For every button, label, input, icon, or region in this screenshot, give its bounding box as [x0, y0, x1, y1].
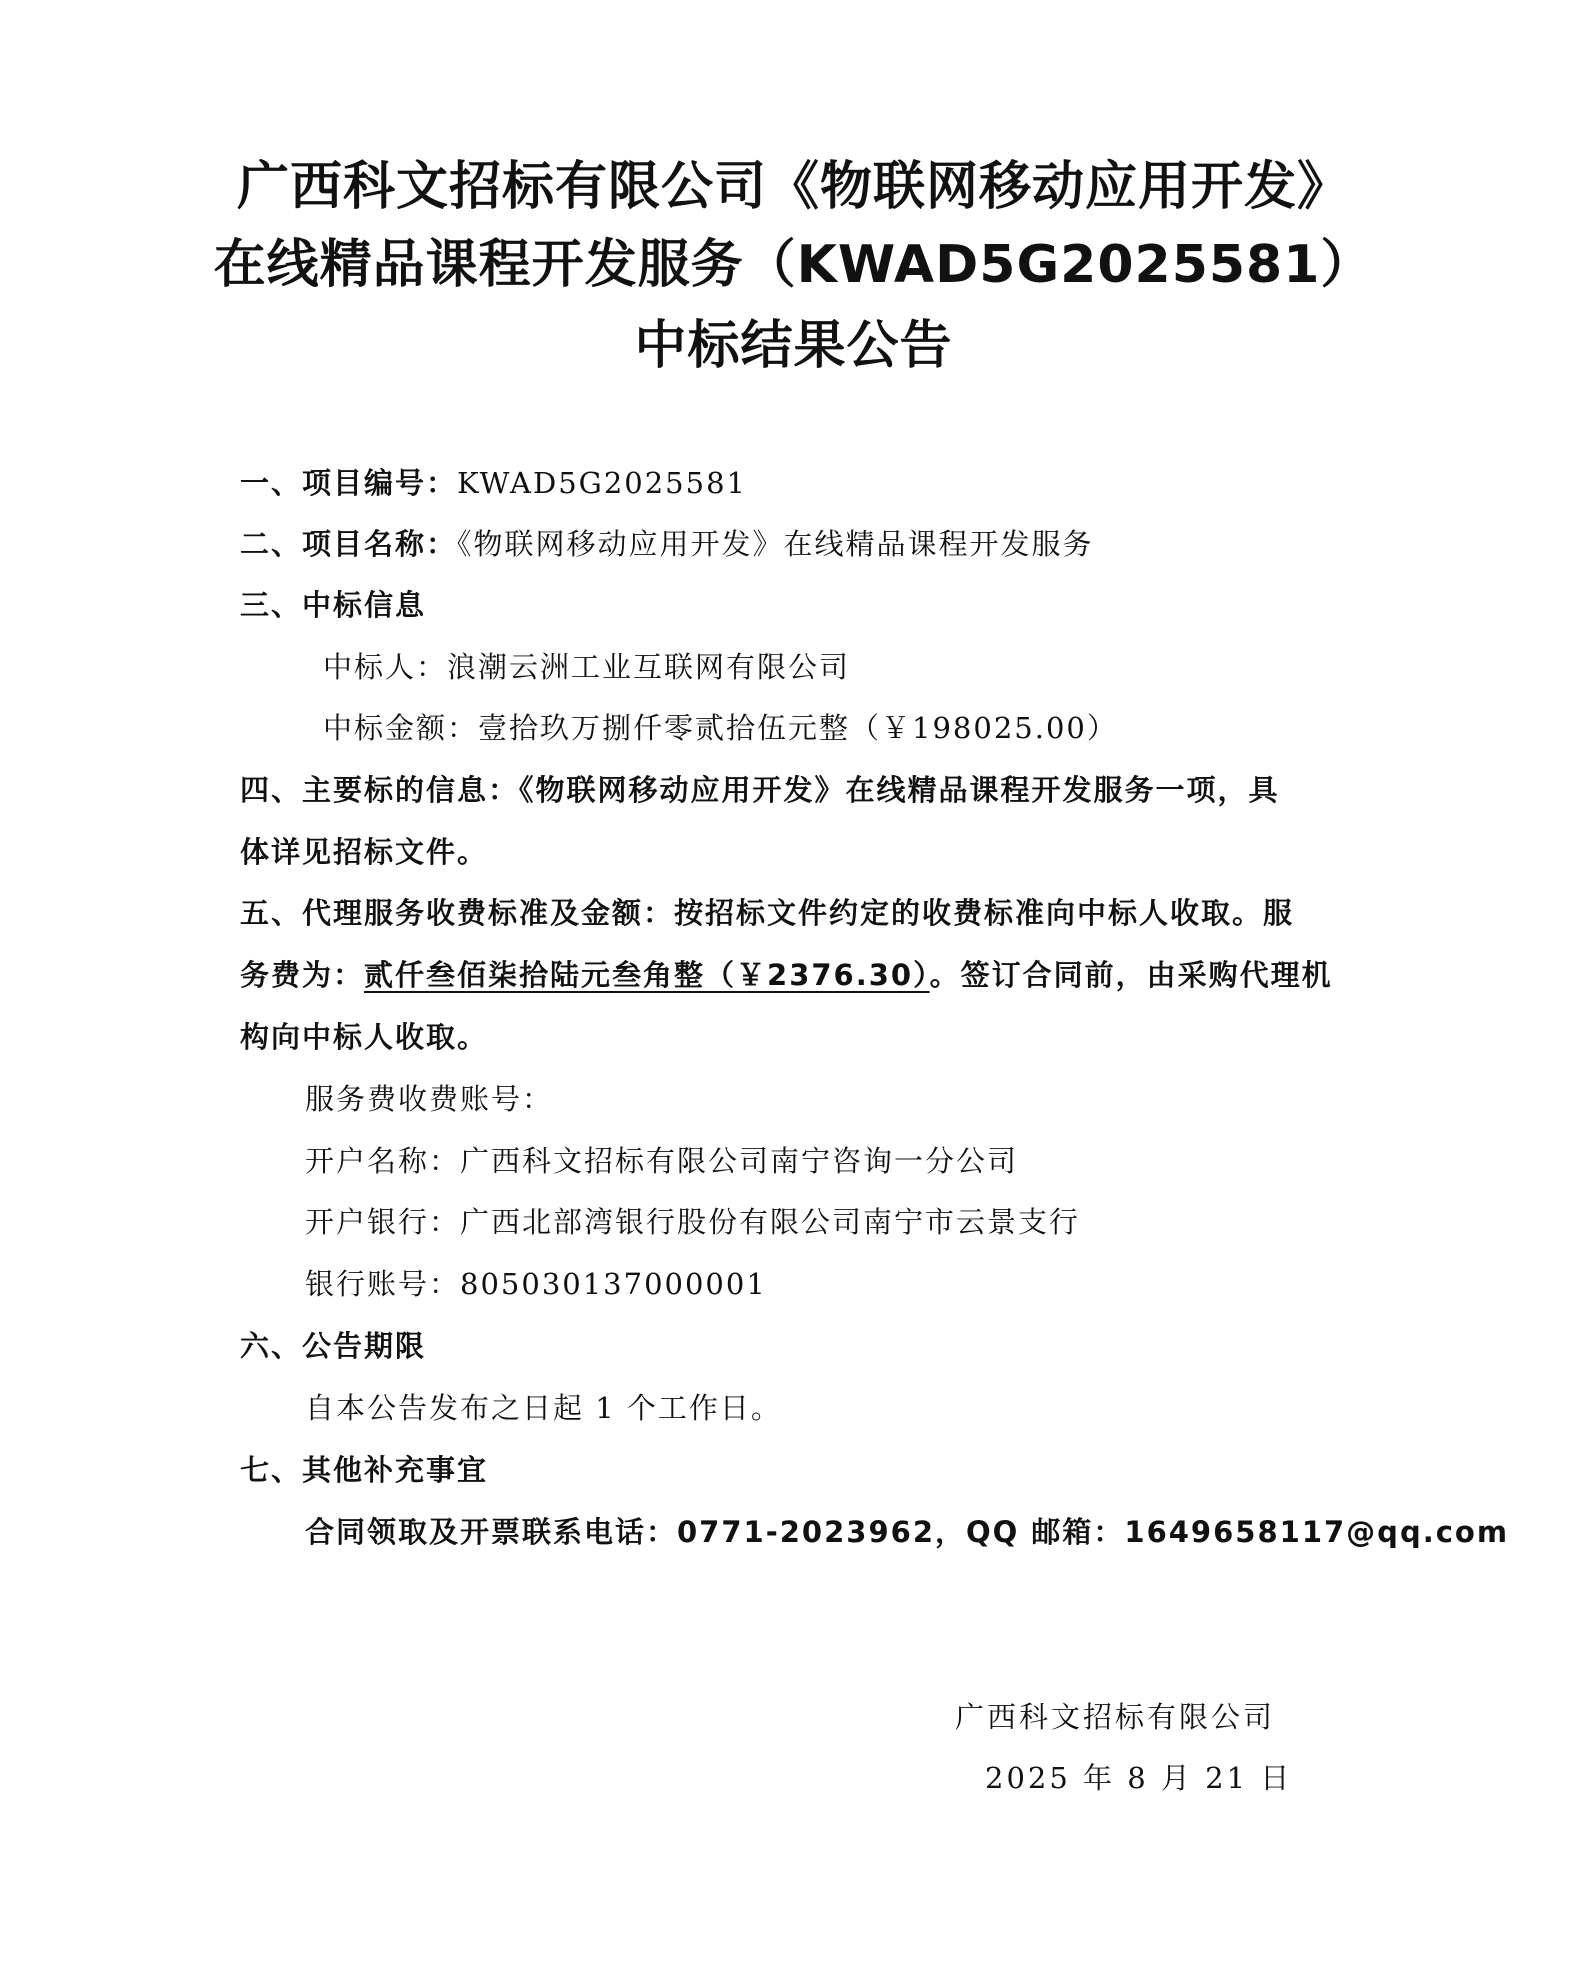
- bank-label: 开户银行：: [305, 1205, 461, 1239]
- section-2-project-name: [240, 524, 1094, 564]
- account-number-value: 805030137000001: [460, 1267, 767, 1301]
- section-4-line-1: 四、主要标的信息：《物联网移动应用开发》在线精品课程开发服务一项，具: [240, 773, 1280, 807]
- announcement-period-text: 自本公告发布之日起 1 个工作日。: [305, 1391, 782, 1425]
- winner-value: 浪潮云洲工业互联网有限公司: [447, 650, 851, 684]
- title-line-2: 在线精品课程开发服务（KWAD5G2025581）: [213, 235, 1374, 295]
- section-7-label: 七、其他补充事宜: [240, 1453, 489, 1487]
- project-number-value: KWAD5G2025581: [457, 466, 747, 500]
- fee-label: 务费为：: [240, 958, 365, 992]
- section-6-label: 六、公告期限: [240, 1329, 427, 1363]
- winning-amount-label: 中标金额：: [323, 711, 479, 745]
- winning-amount-line: [323, 708, 1118, 748]
- section-1-project-number: [240, 463, 747, 503]
- title-line-1: 广西科文招标有限公司《物联网移动应用开发》: [236, 157, 1350, 217]
- account-number-line: [305, 1264, 767, 1304]
- account-name-label: 开户名称：: [305, 1144, 461, 1178]
- contact-info-text: 合同领取及开票联系电话：0771-2023962，QQ 邮箱：1649658117@qq.com: [305, 1515, 1510, 1549]
- section-5-line-1: 五、代理服务收费标准及金额：按招标文件约定的收费标准向中标人收取。服: [240, 896, 1295, 930]
- project-name-value: 《物联网移动应用开发》在线精品课程开发服务: [457, 527, 1094, 561]
- section-5-line-3: 构向中标人收取。: [240, 1020, 489, 1054]
- fee-amount-underlined: 贰仟叁佰柒拾陆元叁角整（￥2376.30）: [364, 958, 930, 992]
- signature-company: 广西科文招标有限公司: [955, 1700, 1276, 1734]
- account-title: 服务费收费账号：: [305, 1082, 554, 1116]
- section-3-heading: [240, 585, 426, 625]
- section-5-line-2: [240, 955, 1333, 995]
- winner-line: [323, 647, 850, 687]
- winner-label: 中标人：: [323, 650, 448, 684]
- account-name-value: 广西科文招标有限公司南宁咨询一分公司: [460, 1144, 1019, 1178]
- account-name-line: [305, 1141, 1018, 1181]
- section-1-label: 一、项目编号：: [240, 466, 458, 500]
- account-number-label: 银行账号：: [305, 1267, 461, 1301]
- bank-line: [305, 1202, 1080, 1242]
- section-4-line-2: 体详见招标文件。: [240, 835, 489, 869]
- section-2-label: 二、项目名称：: [240, 527, 458, 561]
- title-line-3: 中标结果公告: [634, 316, 953, 376]
- bank-value: 广西北部湾银行股份有限公司南宁市云景支行: [460, 1205, 1081, 1239]
- fee-line-tail: 。签订合同前，由采购代理机: [929, 958, 1333, 992]
- winning-amount-value: 壹拾玖万捌仟零贰拾伍元整（￥198025.00）: [478, 711, 1118, 745]
- signature-date: 2025 年 8 月 21 日: [985, 1761, 1293, 1795]
- section-3-label: 三、中标信息: [240, 588, 427, 622]
